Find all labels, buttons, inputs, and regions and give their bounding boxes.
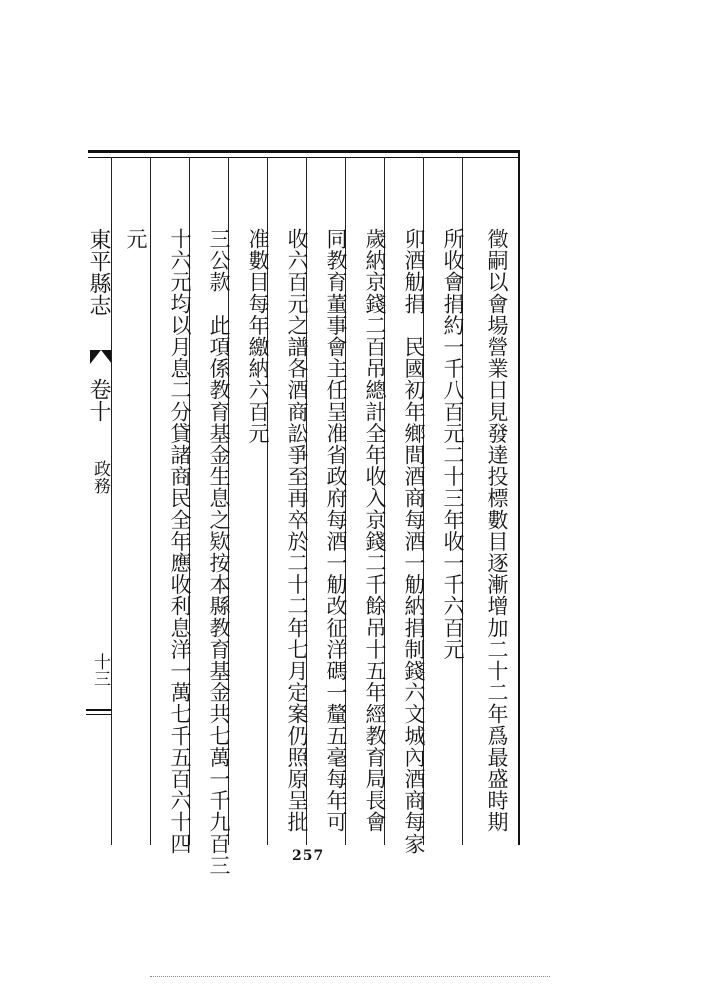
text-column: 徵嗣以會場營業日見發達投標數目逐漸增加二十二年爲最盛時期: [485, 228, 509, 833]
spine-title: 東平縣志: [86, 228, 111, 316]
text-column: 元: [124, 228, 148, 250]
text-column: 准數目每年繳納六百元: [246, 228, 270, 444]
top-border-inner: [88, 157, 520, 158]
text-column: 收六百元之譜各酒商訟爭至再卒於二十二年七月定案仍照原呈批: [285, 228, 309, 833]
text-column: 所收會捐約一千八百元二十三年收一千六百元: [441, 228, 465, 660]
spine-section: 政務: [90, 460, 110, 494]
top-border: [88, 150, 520, 153]
right-border: [518, 150, 520, 845]
text-column: 三公款 此項係教育基金生息之欵按本縣教育基金共七萬一千九百三: [207, 228, 231, 876]
spine-rule: [86, 709, 112, 711]
page-spine: [88, 158, 110, 845]
scan-edge-dots: [150, 976, 550, 977]
spine-page-number: 十三: [90, 653, 110, 687]
column-divider: [150, 157, 151, 845]
text-column: 十六元均以月息二分貸諸商民全年應收利息洋一萬七千五百六十四: [168, 228, 192, 855]
spine-rule-inner: [86, 714, 112, 715]
spine-volume: 卷十: [86, 378, 111, 422]
fish-tail-mark: [90, 350, 112, 364]
page-number: 257: [292, 848, 325, 864]
spine-divider: [111, 157, 112, 845]
text-column: 歲納京錢二百吊總計全年收入京錢二千餘吊十五年經教育局長會: [363, 228, 387, 833]
text-column: 卯酒觔捐 民國初年鄉間酒商每酒一觔納捐制錢六文城內酒商每家: [402, 228, 426, 855]
text-column: 同教育董事會主任呈准省政府每酒一觔改征洋碼一釐五毫每年可: [324, 228, 348, 833]
